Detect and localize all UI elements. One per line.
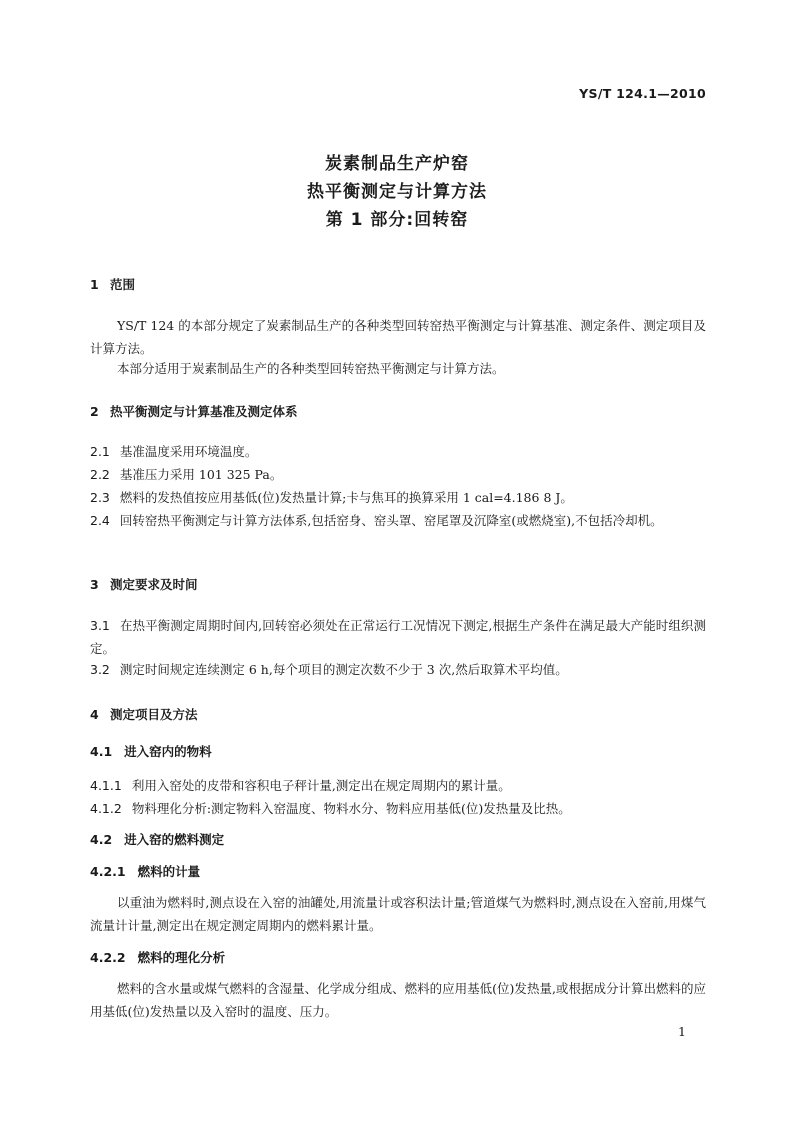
document-title [0, 150, 794, 234]
section-3-heading [90, 575, 198, 593]
clause-2-1 [90, 440, 706, 463]
clause-text: 物料理化分析:测定物料入窑温度、物料水分、物料应用基低(位)发热量及比热。 [131, 801, 571, 816]
subsection-4-1-heading [90, 742, 212, 760]
subsection-title: 进入窑内的物料 [124, 744, 212, 759]
clause-2-3 [90, 486, 706, 509]
clause-2-2 [90, 463, 706, 486]
clause-4-2-2-paragraph: 燃料的含水量或煤气燃料的含湿量、化学成分组成、燃料的应用基低(位)发热量,或根据成分计算出燃料的应用基低(位)发热量以及入窑时的温度、压力。 [90, 981, 706, 1019]
section-title: 测定项目及方法 [110, 707, 198, 722]
subsection-4-2-1-heading [90, 862, 200, 880]
clause-number: 3.2 [90, 662, 110, 677]
subsection-number: 4.2.1 [90, 864, 126, 879]
clause-3-1 [90, 614, 706, 660]
clause-text: 基准温度采用环境温度。 [119, 444, 258, 459]
clause-text: 基准压力采用 101 325 Pa。 [119, 467, 283, 482]
page-number: 1 [678, 1024, 686, 1039]
section-number: 3 [90, 577, 99, 592]
subsection-number: 4.1 [90, 744, 113, 759]
clause-number: 3.1 [90, 618, 110, 633]
clause-number: 4.1.2 [90, 801, 122, 816]
subsection-title: 燃料的理化分析 [137, 950, 226, 965]
subsection-4-2-heading [90, 830, 224, 848]
subsection-title: 进入窑的燃料测定 [124, 832, 225, 847]
section-number: 2 [90, 404, 99, 419]
clause-3-2 [90, 658, 706, 681]
section-4-heading [90, 705, 198, 723]
section-2-heading [90, 402, 298, 420]
clause-number: 4.1.1 [90, 778, 122, 793]
section-number: 1 [90, 277, 99, 292]
section-title: 测定要求及时间 [110, 577, 198, 592]
clause-number: 2.2 [90, 467, 110, 482]
clause-text: 测定时间规定连续测定 6 h,每个项目的测定次数不少于 3 次,然后取算术平均值。 [119, 662, 568, 677]
clause-4-1-2 [90, 797, 706, 820]
subsection-number: 4.2 [90, 832, 113, 847]
section-1-paragraph-2: 本部分适用于炭素制品生产的各种类型回转窑热平衡测定与计算方法。 [117, 361, 505, 376]
subsection-title: 燃料的计量 [137, 864, 201, 879]
section-title: 热平衡测定与计算基准及测定体系 [110, 404, 298, 419]
clause-text: 回转窑热平衡测定与计算方法体系,包括窑身、窑头罩、窑尾罩及沉降室(或燃烧室),不包括冷却机。 [119, 513, 663, 528]
standard-code: YS/T 124.1—2010 [579, 86, 706, 101]
clause-text: 在热平衡测定周期时间内,回转窑必须处在正常运行工况情况下测定,根据生产条件在满足最大产能时组织测定。 [90, 618, 706, 656]
title-line-2: 热平衡测定与计算方法 [307, 182, 487, 202]
clause-number: 2.4 [90, 513, 110, 528]
clause-text: 利用入窑处的皮带和容积电子秤计量,测定出在规定周期内的累计量。 [131, 778, 511, 793]
section-1-paragraph-1: YS/T 124 的本部分规定了炭素制品生产的各种类型回转窑热平衡测定与计算基准、测定条件、测定项目及计算方法。 [90, 318, 706, 356]
section-1-heading [90, 275, 135, 293]
clause-number: 2.3 [90, 490, 110, 505]
clause-text: 燃料的发热值按应用基低(位)发热量计算;卡与焦耳的换算采用 1 cal=4.186 8 J。 [119, 490, 573, 505]
subsection-4-2-2-heading [90, 948, 225, 966]
section-title: 范围 [110, 277, 136, 292]
subsection-number: 4.2.2 [90, 950, 126, 965]
clause-4-2-1-paragraph: 以重油为燃料时,测点设在入窑的油罐处,用流量计或容积法计量;管道煤气为燃料时,测点设在入窑前,用煤气流量计计量,测定出在规定测定周期内的燃料累计量。 [90, 895, 706, 933]
clause-2-4 [90, 509, 706, 532]
clause-number: 2.1 [90, 444, 110, 459]
title-line-3: 第 1 部分:回转窑 [325, 210, 469, 230]
section-number: 4 [90, 707, 99, 722]
title-line-1: 炭素制品生产炉窑 [325, 154, 469, 174]
clause-4-1-1 [90, 774, 706, 797]
